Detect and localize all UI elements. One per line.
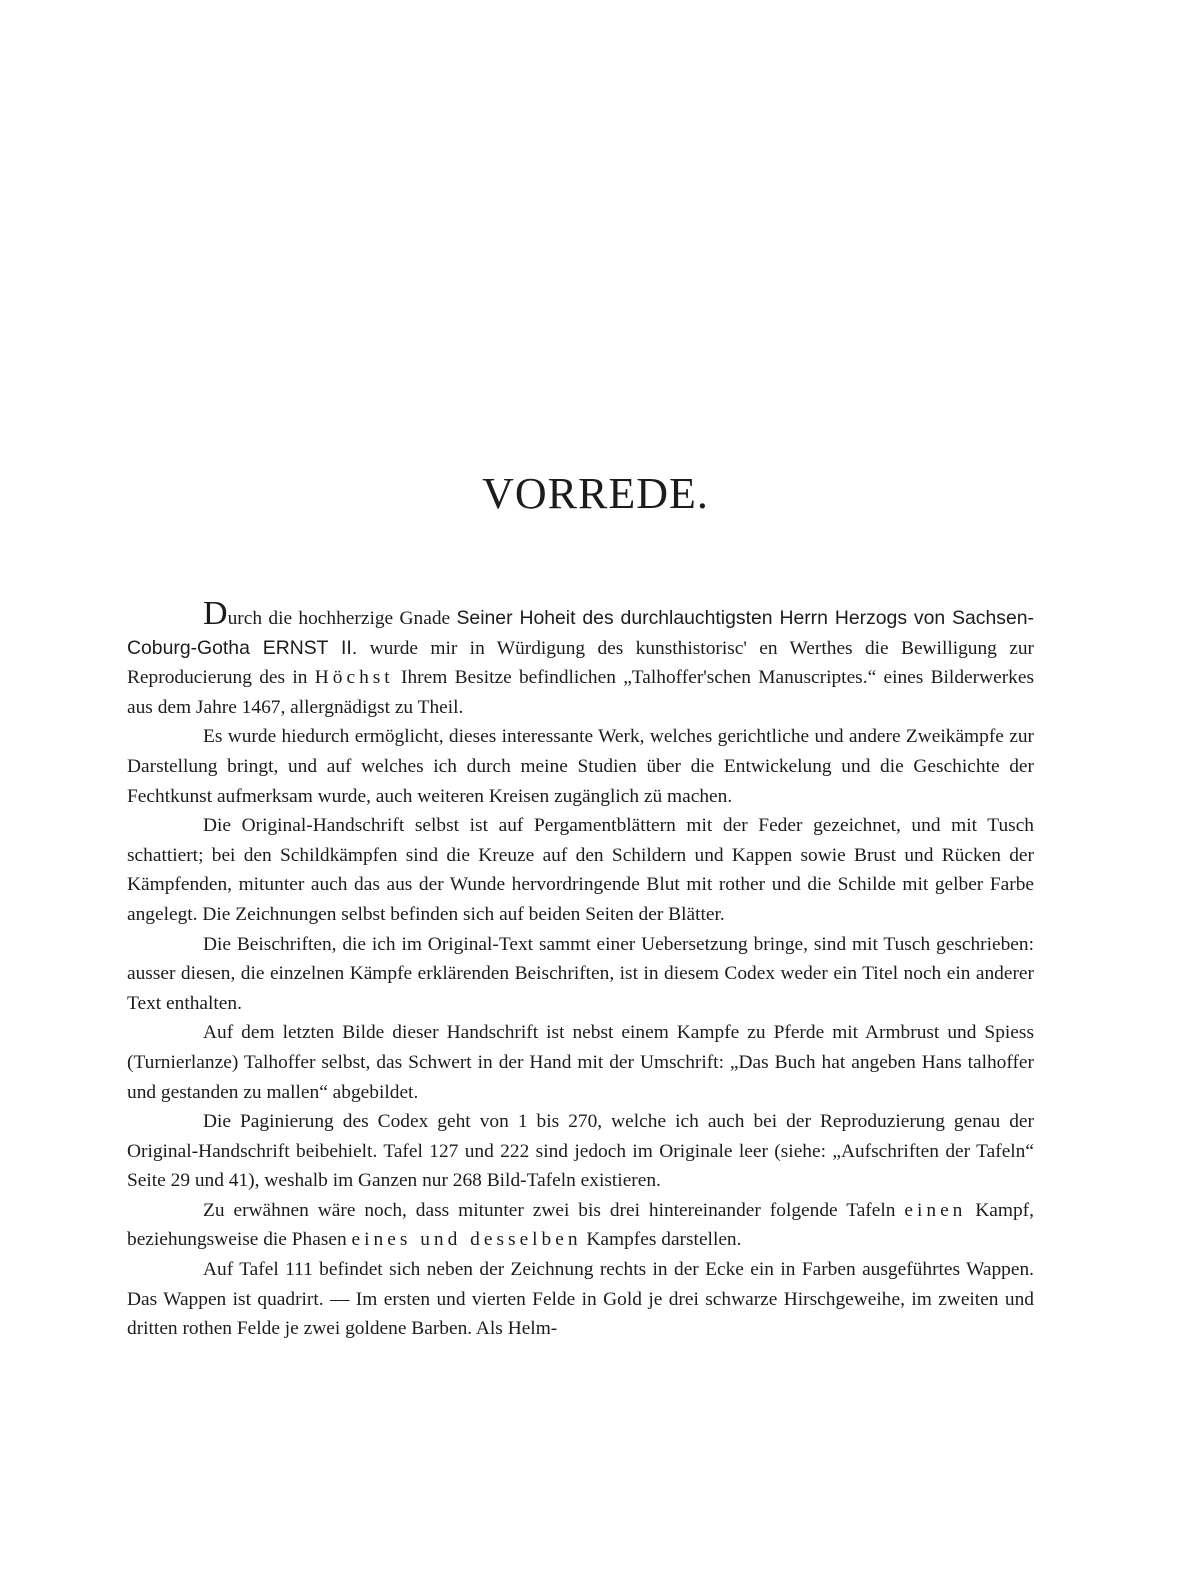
paragraph-1	[127, 597, 1034, 722]
paragraph-7-text-a: Zu erwähnen wäre noch, dass mitunter zwei bis drei hintereinander folgende Tafeln	[203, 1199, 905, 1221]
paragraph-3: Die Original-Handschrift selbst ist auf Pergamentblättern mit der Feder gezeichnet, und mit Tusch schattiert; bei den Schildkämpfen sind die Kreuze auf den Schildern und Kappen sowie Brust und Rücken der Kämpfenden, mitunter auch das aus der Wunde hervordringende Blut mit rother und die Schilde mit gelber Farbe angelegt. Die Zeichnungen selbst befinden sich auf beiden Seiten der Blätter.	[127, 815, 1034, 925]
drop-cap: D	[203, 595, 228, 632]
paragraph-1-text-c: Ihrem Besitze befindlichen „Talhoffer'schen Manuscriptes.“ eines Bilderwerkes aus dem Jahre 1467, allergnädigst zu Theil.	[127, 667, 1034, 718]
emphasis-hoechst: Höchst	[314, 667, 394, 689]
paragraph-2: Es wurde hiedurch ermöglicht, dieses interessante Werk, welches gerichtliche und andere Zweikämpfe zur Darstellung bringt, und auf welches ich durch meine Studien über die Entwickelung und die Geschichte der Fechtkunst aufmerksam wurde, auch weiteren Kreisen zugänglich zü machen.	[127, 726, 1034, 807]
paragraph-7-text-b: Kampf, beziehungsweise die Phasen	[127, 1199, 1034, 1251]
paragraph-1-text-a: urch die hochherzige Gnade	[227, 608, 457, 629]
paragraph-6: Die Paginierung des Codex geht von 1 bis 270, welche ich auch bei der Reproduzierung genau der Original-Handschrift beibehielt. Tafel 127 und 222 sind jedoch im Originale leer (siehe: „Aufschriften der Tafeln“ Seite 29 und 41), weshalb im Ganzen nur 268 Bild-Tafeln existieren.	[127, 1111, 1034, 1192]
paragraph-7-text-c: Kampfes darstellen.	[581, 1229, 742, 1251]
paragraph-7	[127, 1196, 1034, 1255]
emphasis-einen: einen	[904, 1199, 967, 1221]
preface-body	[127, 597, 1034, 1344]
emphasis-eines-und-desselben: eines und desselben	[351, 1229, 582, 1251]
page-title: VORREDE.	[482, 469, 709, 518]
paragraph-4: Die Beischriften, die ich im Original-Text sammt einer Uebersetzung bringe, sind mit Tusch geschrieben: ausser diesen, die einzelnen Kämpfe erklärenden Beischriften, ist in diesem Codex weder ein Titel noch ein anderer Text enthalten.	[127, 933, 1034, 1014]
paragraph-5: Auf dem letzten Bilde dieser Handschrift ist nebst einem Kampfe zu Pferde mit Armbrust und Spiess (Turnierlanze) Talhoffer selbst, das Schwert in der Hand mit der Umschrift: „Das Buch hat angeben Hans talhoffer und gestanden zu mallen“ abgebildet.	[127, 1022, 1034, 1103]
dedication-sans-text: Seiner Hoheit des durchlauchtigsten Herrn Herzogs von Sachsen-Coburg-Gotha ERNST II.	[127, 607, 1034, 659]
paragraph-1-text-b: wurde mir in Würdigung des kunsthistorisc' en Werthes die Bewilligung zur Reproducierung des in	[127, 637, 1035, 689]
paragraph-8: Auf Tafel 111 befindet sich neben der Zeichnung rechts in der Ecke ein in Farben ausgeführtes Wappen. Das Wappen ist quadrirt. — Im ersten und vierten Felde in Gold je drei schwarze Hirschgeweihe, im zweiten und dritten rothen Felde je zwei goldene Barben. Als Helm-	[127, 1259, 1034, 1340]
